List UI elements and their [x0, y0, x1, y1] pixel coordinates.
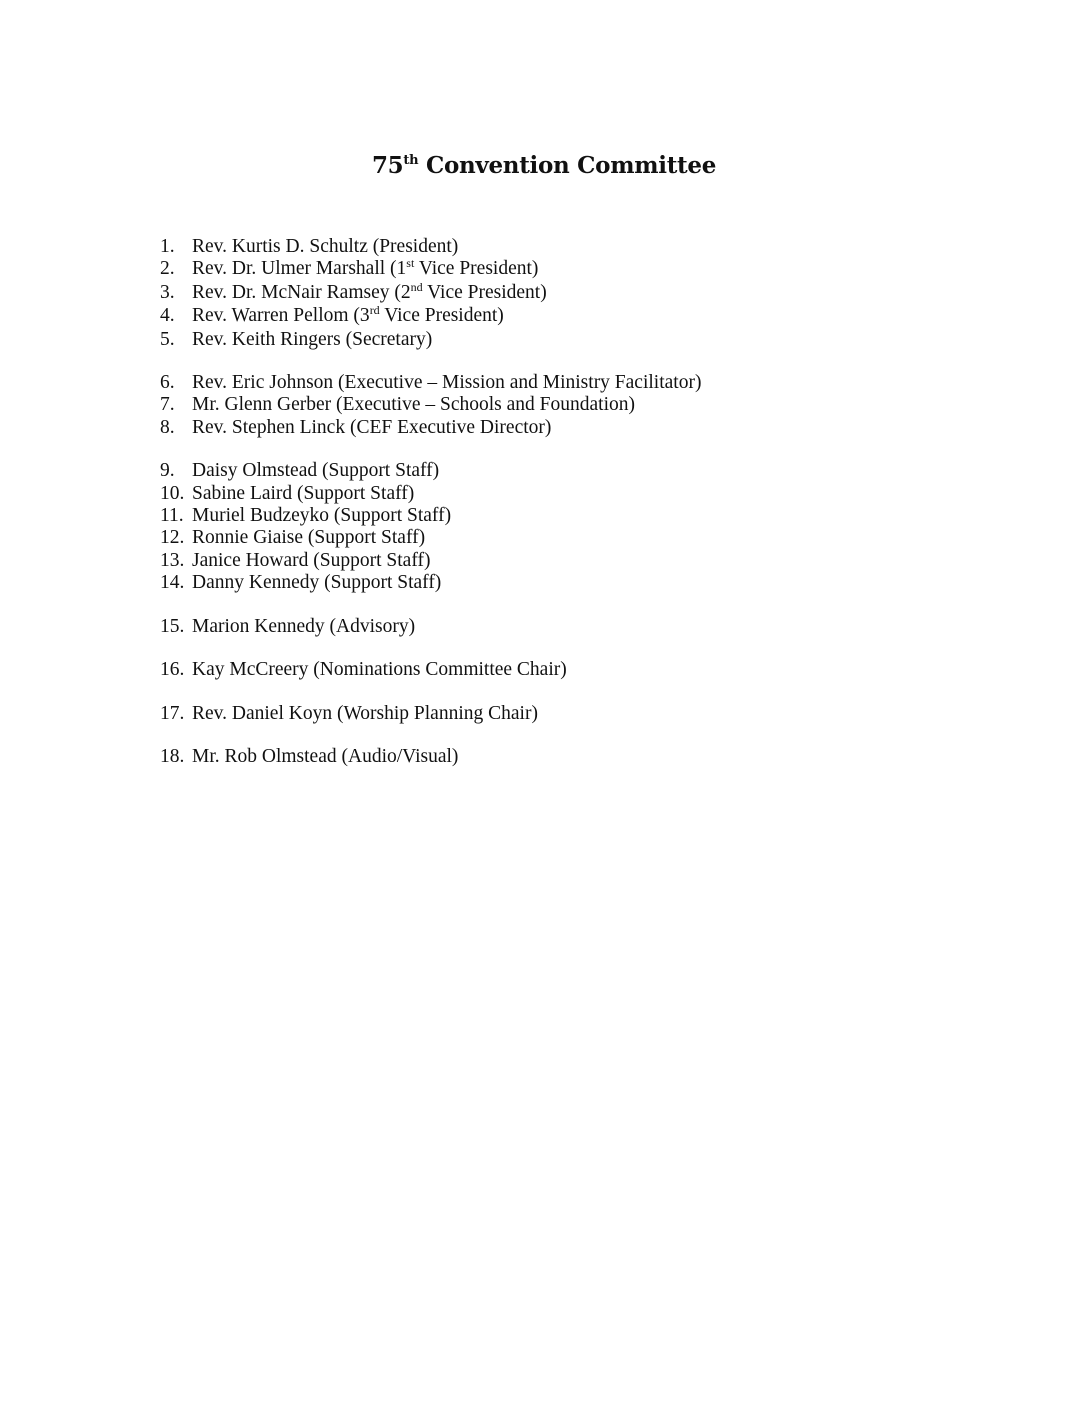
list-item — [160, 329, 920, 351]
list-item — [160, 659, 920, 681]
item-text — [192, 746, 458, 768]
ordinal-superscript: st — [406, 256, 415, 271]
page-title — [0, 152, 1088, 179]
item-text — [192, 572, 441, 594]
list-item — [160, 279, 920, 305]
item-name: Rev. Dr. Ulmer Marshall (1 — [192, 258, 407, 280]
item-number: 17. — [160, 702, 185, 724]
item-name: Rev. Kurtis D. Schultz (President) — [192, 236, 459, 257]
list-item — [160, 572, 920, 594]
committee-group — [160, 236, 920, 351]
item-number: 14. — [160, 572, 185, 594]
title-text: Convention Committee — [418, 152, 717, 179]
list-item — [160, 305, 920, 328]
item-number: 8. — [160, 416, 175, 438]
item-text — [192, 527, 425, 549]
item-number: 2. — [160, 258, 175, 280]
item-number: 3. — [160, 281, 175, 303]
committee-group — [160, 659, 920, 681]
item-number: 12. — [160, 527, 185, 549]
item-role: Vice President) — [414, 258, 539, 280]
item-text — [192, 460, 439, 482]
item-text — [192, 372, 701, 394]
item-name: Mr. Rob Olmstead (Audio/Visual) — [192, 745, 459, 767]
committee-group — [160, 746, 920, 768]
item-number: 5. — [160, 328, 175, 350]
item-name: Rev. Keith Ringers (Secretary) — [192, 328, 433, 350]
item-number: 13. — [160, 549, 185, 571]
item-number: 7. — [160, 394, 175, 416]
item-name: Rev. Warren Pellom (3 — [192, 305, 370, 327]
item-text — [192, 329, 432, 351]
ordinal-superscript: nd — [410, 279, 423, 294]
item-text — [192, 305, 504, 328]
list-item — [160, 372, 920, 394]
item-name: Marion Kennedy (Advisory) — [192, 615, 416, 637]
list-item — [160, 616, 920, 638]
item-name: Mr. Glenn Gerber (Executive – Schools and Foundation) — [192, 394, 635, 416]
list-item — [160, 394, 920, 416]
item-number: 9. — [160, 460, 175, 482]
item-text — [192, 236, 458, 258]
item-name: Ronnie Giaise (Support Staff) — [192, 527, 426, 549]
title-number: 75 — [371, 152, 404, 179]
item-name: Kay McCreery (Nominations Committee Chair) — [192, 659, 567, 681]
item-text — [192, 659, 567, 681]
item-text — [192, 417, 551, 439]
item-role: Vice President) — [379, 305, 504, 327]
item-number: 1. — [160, 236, 175, 257]
item-number: 15. — [160, 615, 185, 637]
title-superscript: th — [403, 153, 419, 168]
list-item — [160, 527, 920, 549]
list-item — [160, 746, 920, 768]
committee-group — [160, 616, 920, 638]
item-name: Sabine Laird (Support Staff) — [192, 482, 415, 504]
item-name: Rev. Daniel Koyn (Worship Planning Chair) — [192, 702, 538, 724]
item-text — [192, 483, 414, 505]
list-item — [160, 236, 920, 258]
item-number: 6. — [160, 372, 175, 394]
list-item — [160, 703, 920, 725]
item-number: 18. — [160, 745, 185, 767]
item-name: Janice Howard (Support Staff) — [192, 549, 431, 571]
committee-group — [160, 460, 920, 594]
item-number: 4. — [160, 305, 175, 327]
item-number: 11. — [160, 505, 184, 527]
list-item — [160, 460, 920, 482]
item-number: 10. — [160, 482, 185, 504]
list-item — [160, 550, 920, 572]
list-item — [160, 505, 920, 527]
item-text — [192, 505, 451, 527]
item-name: Rev. Dr. McNair Ramsey (2 — [192, 281, 411, 303]
ordinal-superscript: rd — [369, 303, 380, 318]
item-role: Vice President) — [422, 281, 547, 303]
item-name: Rev. Eric Johnson (Executive – Mission and Ministry Facilitator) — [192, 372, 702, 394]
committee-group — [160, 372, 920, 439]
item-text — [192, 616, 415, 638]
item-text — [192, 550, 430, 572]
item-name: Rev. Stephen Linck (CEF Executive Director) — [192, 416, 552, 438]
list-item — [160, 417, 920, 439]
item-name: Muriel Budzeyko (Support Staff) — [192, 505, 452, 527]
item-text — [192, 394, 635, 416]
item-text — [192, 703, 538, 725]
committee-group — [160, 703, 920, 725]
list-item — [160, 258, 920, 281]
item-number: 16. — [160, 659, 185, 681]
committee-list — [160, 236, 920, 789]
item-name: Danny Kennedy (Support Staff) — [192, 572, 442, 594]
item-name: Daisy Olmstead (Support Staff) — [192, 460, 440, 482]
item-text — [192, 279, 547, 305]
item-text — [192, 258, 538, 281]
list-item — [160, 483, 920, 505]
